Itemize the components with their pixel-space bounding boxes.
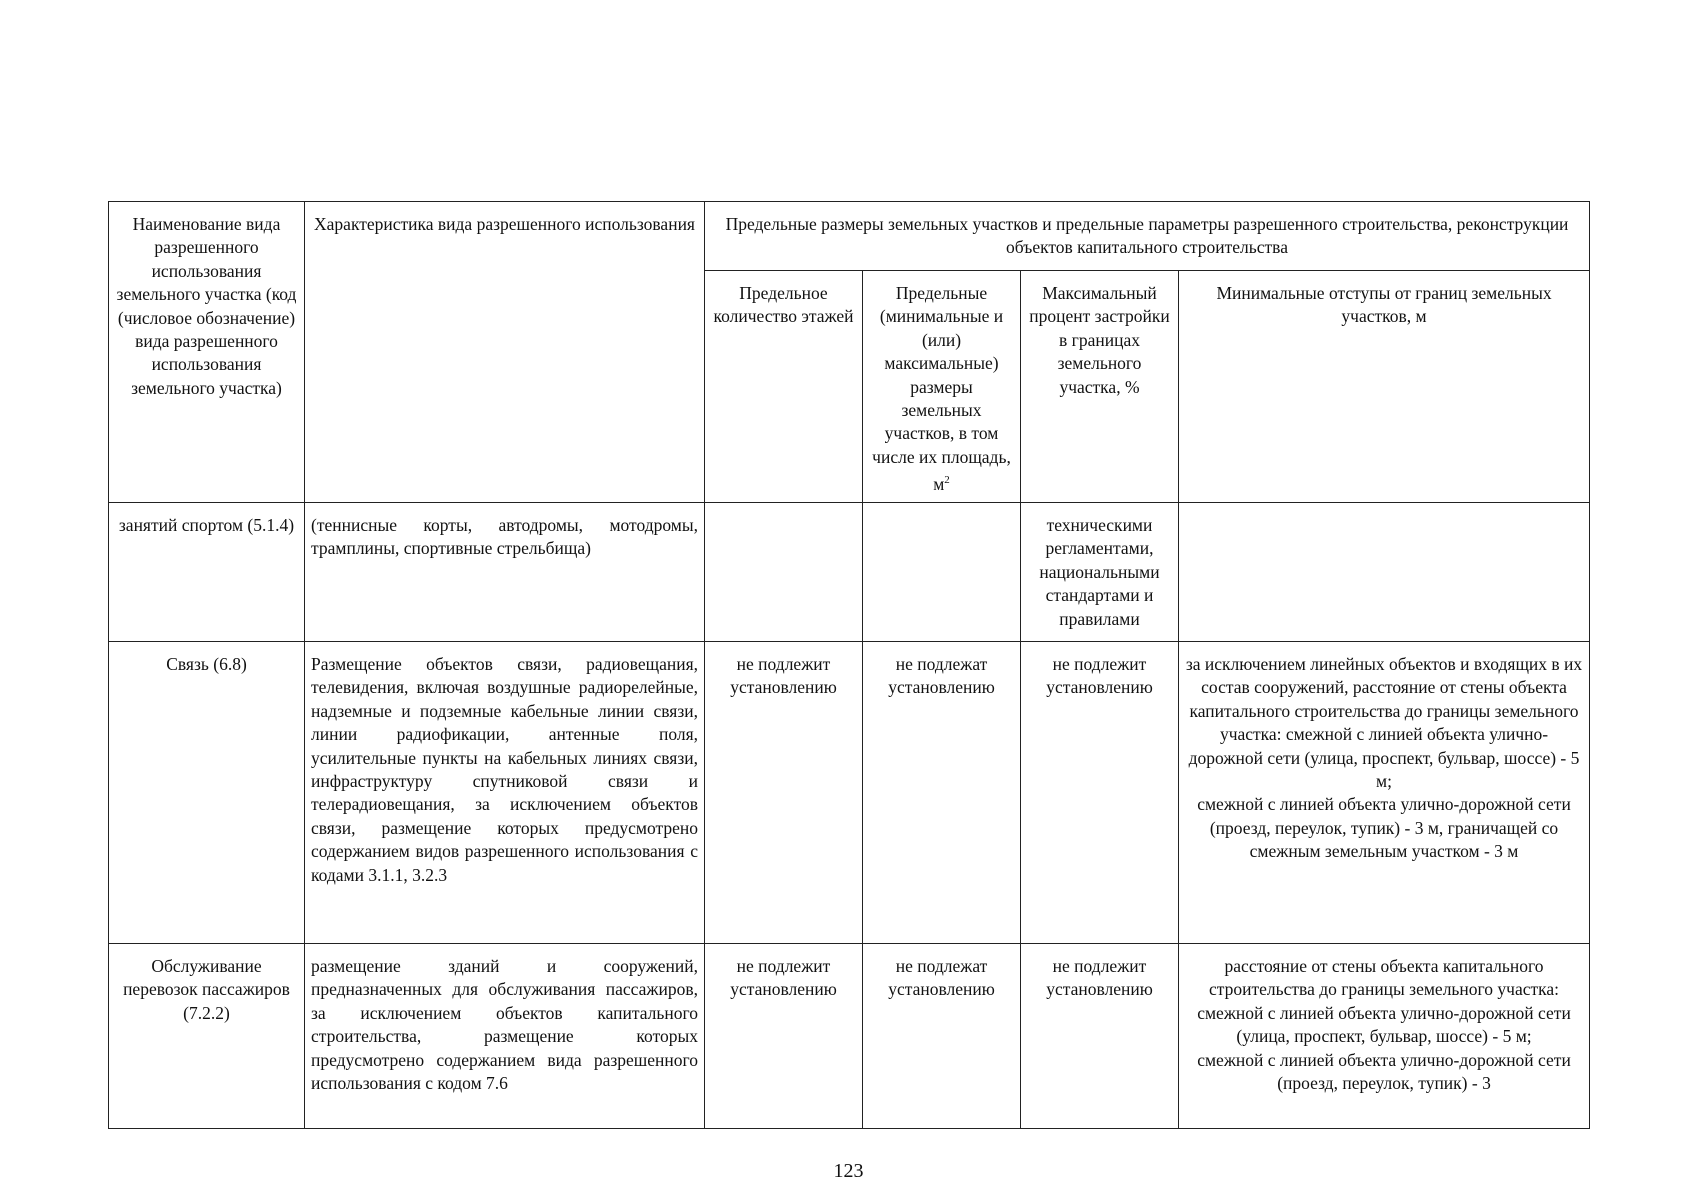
header-name-cell: Наименование вида разрешенного использования земельного участка (код (числовое обозначение) вида разрешенного использования земельного участка)	[109, 202, 305, 503]
header-area-cell	[863, 271, 1021, 503]
header-setbacks-cell: Минимальные отступы от границ земельных участков, м	[1179, 271, 1590, 503]
table-row	[109, 642, 1590, 944]
header-limits-group-cell: Предельные размеры земельных участков и предельные параметры разрешенного строительства, реконструкции объектов капитального строительства	[705, 202, 1590, 271]
row-name-cell: занятий спортом (5.1.4)	[109, 503, 305, 642]
table-row	[109, 503, 1590, 642]
row-percent-cell: не подлежит установлению	[1021, 944, 1179, 1129]
row-percent-cell: не подлежит установлению	[1021, 642, 1179, 944]
header-row-1	[109, 202, 1590, 271]
row-floors-cell: не подлежит установлению	[705, 642, 863, 944]
row-characteristic-cell: Размещение объектов связи, радиовещания, телевидения, включая воздушные радиорелейные, надземные и подземные кабельные линии связи, линии радиофикации, антенные поля, усилительные пункты на кабельных линиях связи, инфраструктуру спутниковой связи и телерадиовещания, за исключением объектов связи, размещение которых предусмотрено содержанием видов разрешенного использования с кодами 3.1.1, 3.2.3	[305, 642, 705, 944]
row-characteristic-cell: размещение зданий и сооружений, предназначенных для обслуживания пассажиров, за исключением объектов капитального строительства, размещение которых предусмотрено содержанием вида разрешенного использования с кодом 7.6	[305, 944, 705, 1129]
row-area-cell	[863, 503, 1021, 642]
row-floors-cell: не подлежит установлению	[705, 944, 863, 1129]
row-area-cell: не подлежат установлению	[863, 642, 1021, 944]
row-name-cell: Обслуживание перевозок пассажиров (7.2.2)	[109, 944, 305, 1129]
header-area-text: Предельные (минимальные и (или) максимальные) размеры земельных участков, в том числе их площадь, м	[872, 283, 1011, 495]
row-percent-cell: техническими регламентами, национальными стандартами и правилами	[1021, 503, 1179, 642]
row-setbacks-cell: расстояние от стены объекта капитального строительства до границы земельного участка: смежной с линией объекта улично-дорожной сети (улица, проспект, бульвар, шоссе) - 5 м; смежной с линией объекта улично-дорожной сети (проезд, переулок, тупик) - 3	[1179, 944, 1590, 1129]
header-floors-cell: Предельное количество этажей	[705, 271, 863, 503]
page-number: 123	[833, 1160, 864, 1182]
row-floors-cell	[705, 503, 863, 642]
row-setbacks-cell	[1179, 503, 1590, 642]
row-area-cell: не подлежат установлению	[863, 944, 1021, 1129]
row-setbacks-cell: за исключением линейных объектов и входящих в их состав сооружений, расстояние от стены объекта капитального строительства до границы земельного участка: смежной с линией объекта улично-дорожной сети (улица, проспект, бульвар, шоссе) - 5 м; смежной с линией объекта улично-дорожной сети (проезд, переулок, тупик) - 3 м, граничащей со смежным земельным участком - 3 м	[1179, 642, 1590, 944]
table-row	[109, 944, 1590, 1129]
row-characteristic-cell: (теннисные корты, автодромы, мотодромы, трамплины, спортивные стрельбища)	[305, 503, 705, 642]
regulations-table	[108, 201, 1590, 1129]
row-name-cell: Связь (6.8)	[109, 642, 305, 944]
header-area-superscript: 2	[944, 474, 950, 487]
header-characteristic-cell: Характеристика вида разрешенного использования	[305, 202, 705, 503]
header-percent-cell: Максимальный процент застройки в границах земельного участка, %	[1021, 271, 1179, 503]
